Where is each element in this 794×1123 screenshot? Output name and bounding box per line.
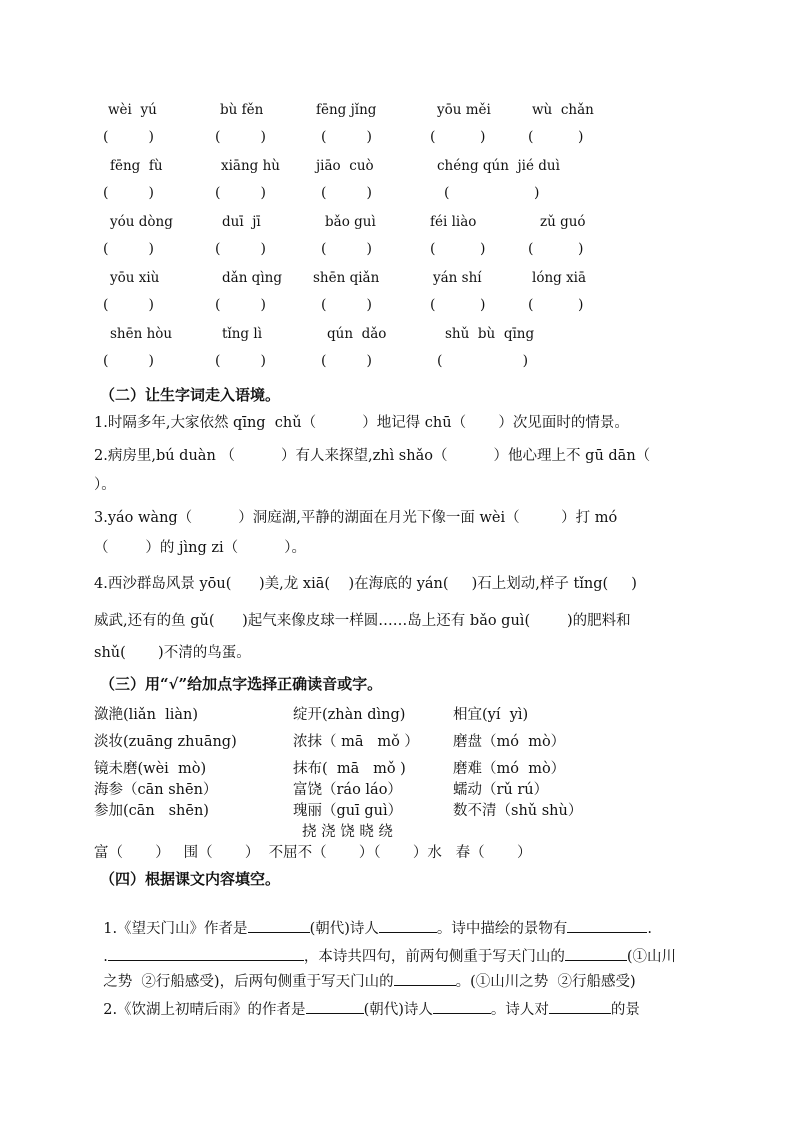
pinyin-label: shēn qiǎn: [313, 270, 380, 286]
choice-item[interactable]: 浓抹（ mā mǒ ）: [293, 734, 419, 750]
answer-bracket[interactable]: ( ): [528, 297, 584, 313]
answer-bracket[interactable]: ( ): [215, 129, 266, 145]
text-segment: 的景: [610, 1001, 640, 1018]
choice-item[interactable]: 淡妆(zuāng zhuāng): [94, 734, 237, 750]
choice-item[interactable]: 海参（cān shēn）: [94, 782, 218, 798]
pinyin-label: yóu dòng: [110, 214, 173, 230]
answer-bracket[interactable]: ( ): [215, 297, 266, 313]
pinyin-label: shǔ bù qīng: [445, 326, 535, 342]
choice-item[interactable]: 镜未磨(wèi mò): [94, 761, 207, 777]
question-2-line-1: 2.病房里,bú duàn （ ）有人来探望,zhì shǎo（ ）他心理上不 gū dān（: [94, 448, 651, 464]
answer-bracket[interactable]: ( ): [103, 129, 154, 145]
character-options: 挠 浇 饶 晓 绕: [302, 824, 393, 840]
text-segment: 。(①山川之势 ②行船感受): [455, 973, 636, 990]
text-segment: 2.《饮湖上初晴后雨》的作者是: [103, 1001, 306, 1018]
text-segment: (朝代)诗人: [309, 920, 379, 937]
answer-bracket[interactable]: ( ): [215, 241, 266, 257]
answer-bracket[interactable]: ( ): [321, 129, 372, 145]
pinyin-label: yán shí: [433, 270, 482, 286]
section-title-3: （三）用“√”给加点字选择正确读音或字。: [100, 675, 383, 693]
choice-item[interactable]: 绽开(zhàn dìng): [293, 707, 406, 723]
answer-bracket[interactable]: ( ): [103, 353, 154, 369]
answer-bracket[interactable]: ( ): [103, 297, 154, 313]
section-title-4: （四）根据课文内容填空。: [100, 870, 281, 888]
answer-bracket[interactable]: ( ): [444, 185, 540, 201]
answer-bracket[interactable]: ( ): [215, 353, 266, 369]
blank-line[interactable]: [549, 999, 611, 1014]
choice-item[interactable]: 参加(cān shēn): [94, 803, 209, 819]
question-4-line-1: 4.西沙群岛风景 yōu( )美,龙 xiā( )在海底的 yán( )石上划动,样子 tǐng( ): [94, 576, 637, 592]
answer-bracket[interactable]: ( ): [430, 129, 486, 145]
pinyin-label: dǎn qìng: [222, 270, 282, 286]
answer-bracket[interactable]: ( ): [430, 241, 486, 257]
text-segment: .: [103, 948, 108, 965]
choice-item[interactable]: 潋滟(liǎn liàn): [94, 707, 199, 723]
pinyin-label: féi liào: [430, 214, 477, 230]
text-segment: 。诗中描绘的景物有: [436, 920, 568, 937]
choice-item[interactable]: 数不清（shǔ shù）: [453, 803, 583, 819]
pinyin-label: duī jī: [222, 214, 261, 230]
pinyin-label: shēn hòu: [110, 326, 173, 342]
choice-item[interactable]: 蠕动（rǔ rú）: [453, 782, 549, 798]
question-2-line-2: ）。: [94, 477, 116, 493]
choice-item[interactable]: 磨难（mó mò）: [453, 761, 566, 777]
question-3-line-2: （ ）的 jìng zi（ ）。: [94, 540, 306, 556]
text-segment: 之势 ②行船感受)，后两句侧重于写天门山的: [103, 973, 394, 990]
blank-line[interactable]: [433, 999, 491, 1014]
answer-bracket[interactable]: ( ): [321, 241, 372, 257]
pinyin-label: wù chǎn: [532, 102, 594, 118]
answer-bracket[interactable]: ( ): [528, 129, 584, 145]
text-segment: 1.《望天门山》作者是: [103, 920, 248, 937]
answer-bracket[interactable]: ( ): [321, 353, 372, 369]
pinyin-label: xiāng hù: [221, 158, 280, 174]
pinyin-label: bù fěn: [220, 102, 264, 118]
pinyin-label: wèi yú: [108, 102, 157, 118]
text-segment: (①山川: [626, 948, 676, 965]
pinyin-label: fēng jǐng: [316, 102, 377, 118]
question-4-line-2: 威武,还有的鱼 gǔ( )起气来像皮球一样圆……岛上还有 bǎo guì( )的肥料和: [94, 613, 631, 629]
text-segment: ，本诗共四句，前两句侧重于写天门山的: [303, 948, 565, 965]
choice-item[interactable]: 抹布( mā mǒ ): [293, 761, 406, 777]
pinyin-label: qún dǎo: [327, 326, 387, 342]
question-1: 1.时隔多年,大家依然 qīng chǔ（ ）地记得 chū（ ）次见面时的情景。: [94, 415, 629, 431]
pinyin-label: tǐng lì: [222, 326, 263, 342]
pinyin-label: lóng xiā: [532, 270, 587, 286]
choice-item[interactable]: 富饶（ráo láo）: [293, 782, 402, 798]
character-fill-line: 富（ ） 围（ ） 不屈不（ ）（ ）水 春（ ）: [94, 845, 532, 861]
pinyin-label: chéng qún jié duì: [437, 158, 560, 174]
text-segment: .: [647, 920, 652, 937]
answer-bracket[interactable]: ( ): [215, 185, 266, 201]
pinyin-label: yōu xiù: [110, 270, 160, 286]
choice-item[interactable]: 相宜(yí yì): [453, 707, 529, 723]
answer-bracket[interactable]: ( ): [321, 185, 372, 201]
answer-bracket[interactable]: ( ): [103, 185, 154, 201]
question-4-line-3: shǔ( )不清的鸟蛋。: [94, 645, 251, 661]
pinyin-label: fēng fù: [110, 158, 163, 174]
answer-bracket[interactable]: ( ): [103, 241, 154, 257]
answer-bracket[interactable]: ( ): [437, 353, 529, 369]
choice-item[interactable]: 磨盘（mó mò）: [453, 734, 566, 750]
poem-question-2-line-1: [94, 984, 640, 1017]
pinyin-label: bǎo guì: [325, 214, 376, 230]
answer-bracket[interactable]: ( ): [321, 297, 372, 313]
question-3-line-1: 3.yáo wàng（ ）洞庭湖,平静的湖面在月光下像一面 wèi（ ）打 mó: [94, 510, 618, 526]
text-segment: (朝代)诗人: [363, 1001, 433, 1018]
blank-line[interactable]: [306, 999, 364, 1014]
choice-item[interactable]: 瑰丽（guī guì）: [293, 803, 403, 819]
pinyin-label: jiāo cuò: [316, 158, 374, 174]
pinyin-label: zǔ guó: [540, 214, 586, 230]
section-title-2: （二）让生字词走入语境。: [100, 386, 281, 404]
answer-bracket[interactable]: ( ): [528, 241, 584, 257]
answer-bracket[interactable]: ( ): [430, 297, 486, 313]
text-segment: 。诗人对: [490, 1001, 549, 1018]
pinyin-label: yōu měi: [437, 102, 491, 118]
